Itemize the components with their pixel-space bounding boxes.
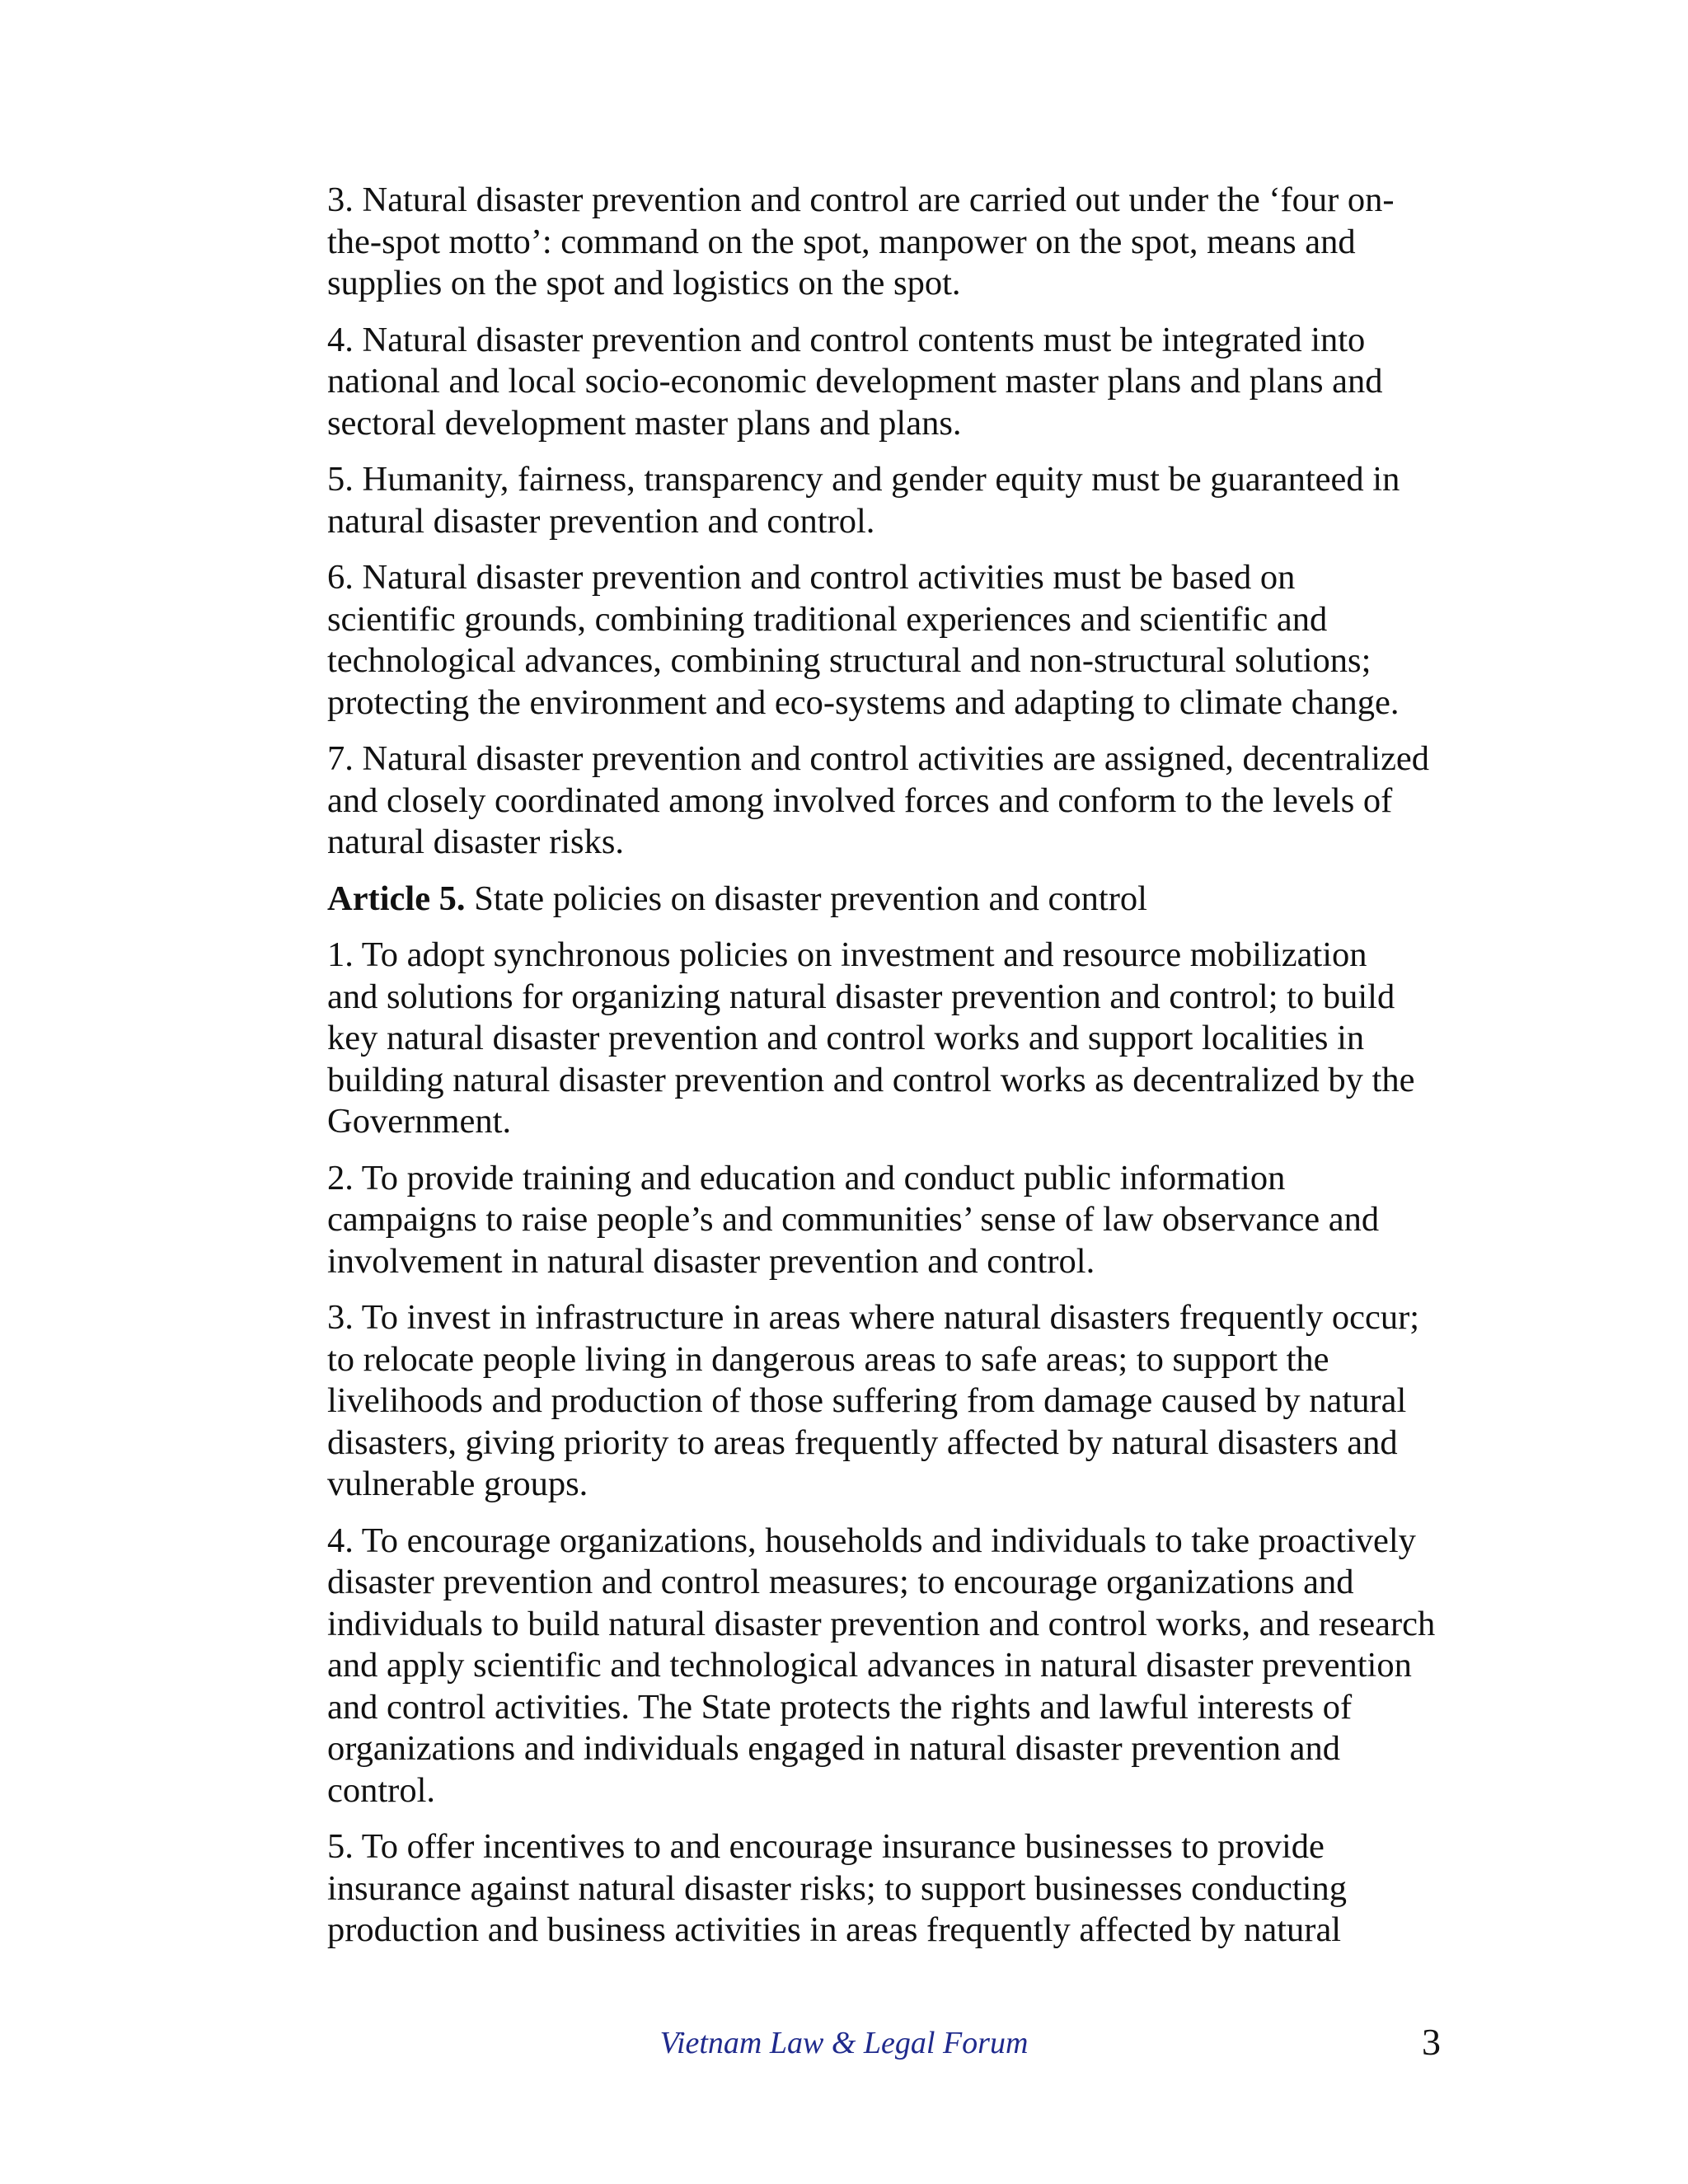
policy-paragraph: 2. To provide training and education and conduct public information campaigns to raise people’s and communities’ sense of law observance and involvement in natural disaster prevention and control. (327, 1158, 1380, 1281)
document-body (327, 180, 1456, 1966)
policy-paragraph: 3. To invest in infrastructure in areas where natural disasters frequently occur; to relocate people living in dangerous areas to safe areas; to support the livelihoods and production of those suffering from damage caused by natural disasters, giving priority to areas frequently affected by natural disasters and vulnerable groups. (327, 1298, 1420, 1503)
clause-paragraph: 7. Natural disaster prevention and control activities are assigned, decentralized and closely coordinated among involved forces and conform to the levels of natural disaster risks. (327, 739, 1430, 861)
clause-paragraph: 3. Natural disaster prevention and control are carried out under the ‘four on- the-spot motto’: command on the spot, manpower on the spot, means and supplies on the spot and logistics on the spot. (327, 180, 1395, 302)
policy-paragraph: 4. To encourage organizations, households and individuals to take proactively disaster prevention and control measures; to encourage organizations and individuals to build natural disaster prevention and control works, and research and apply scientific and technological advances in natural disaster prevention and control activities. The State protects the rights and lawful interests of organizations and individuals engaged in natural disaster prevention and control. (327, 1521, 1436, 1810)
policy-paragraph: 1. To adopt synchronous policies on investment and resource mobilization and solutions for organizing natural disaster prevention and control; to build key natural disaster prevention and control works and support localities in building natural disaster prevention and control works as decentralized by the Government. (327, 935, 1415, 1141)
article-number: Article 5. (327, 879, 466, 918)
article-title: State policies on disaster prevention and control (465, 879, 1147, 918)
clause-paragraph: 4. Natural disaster prevention and control contents must be integrated into national and local socio-economic development master plans and plans and sectoral development master plans and plans. (327, 320, 1383, 443)
page-number: 3 (1422, 2021, 1441, 2063)
clause-paragraph: 5. Humanity, fairness, transparency and gender equity must be guaranteed in natural disaster prevention and control. (327, 460, 1400, 541)
clause-paragraph: 6. Natural disaster prevention and control activities must be based on scientific grounds, combining traditional experiences and scientific and technological advances, combining structural and non-structural solutions; protecting the environment and eco-systems and adapting to climate change. (327, 558, 1400, 722)
footer-publication-title: Vietnam Law & Legal Forum (659, 2026, 1029, 2060)
article-heading (327, 879, 1456, 921)
policy-paragraph: 5. To offer incentives to and encourage insurance businesses to provide insurance against natural disaster risks; to support businesses conducting production and business activities in areas frequently affected by natural (327, 1827, 1347, 1949)
